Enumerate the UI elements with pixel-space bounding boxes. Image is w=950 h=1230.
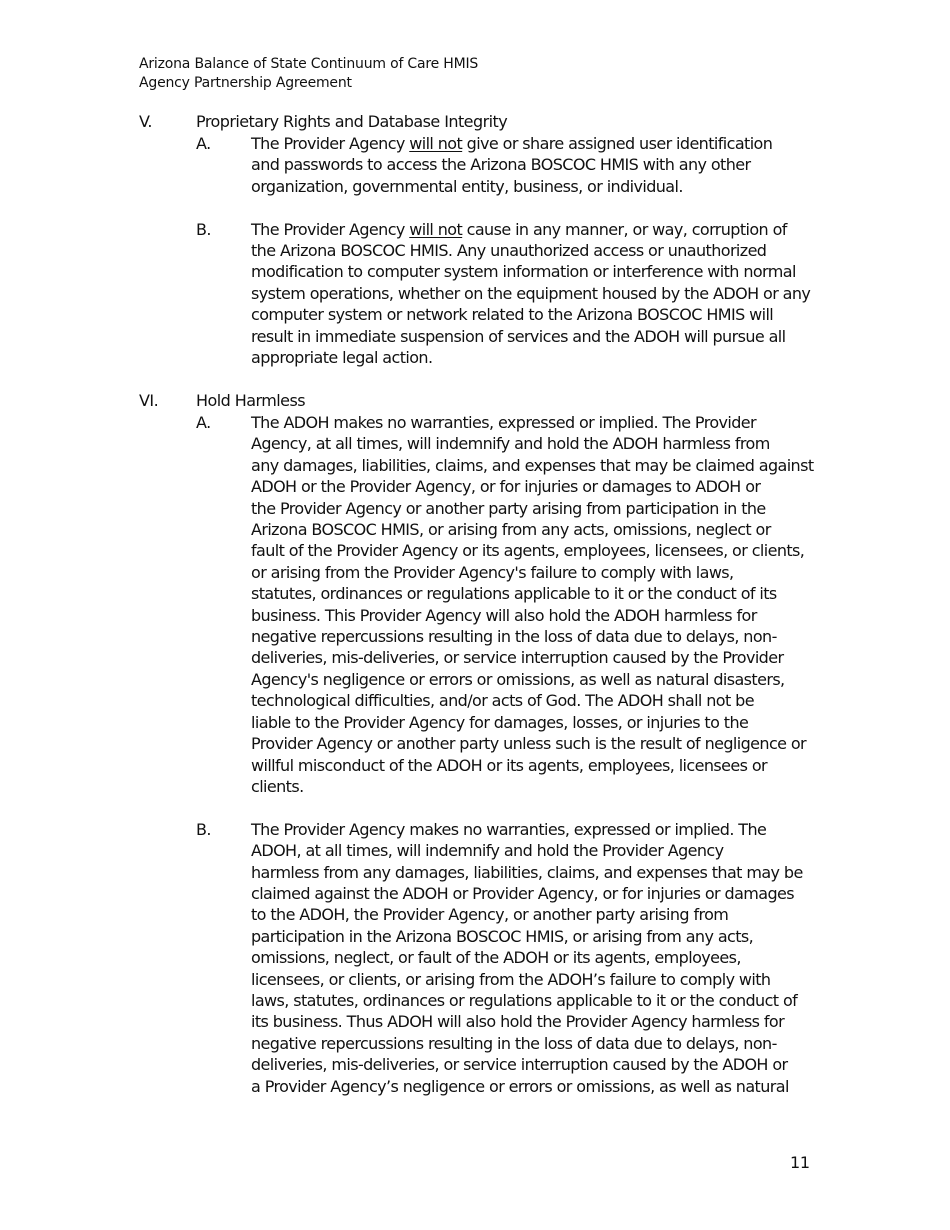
text-line: The ADOH makes no warranties, expressed or implied. The Provider — [251, 413, 757, 432]
text-line: negative repercussions resulting in the loss of data due to delays, non- — [251, 1033, 777, 1053]
text-line: organization, governmental entity, business, or individual. — [251, 176, 683, 196]
text-line: Provider Agency or another party unless such is the result of negligence or — [251, 734, 807, 754]
section-number: VI. — [139, 391, 159, 410]
text-line: ADOH, at all times, will indemnify and hold the Provider Agency — [251, 841, 724, 861]
clause-text — [251, 412, 831, 797]
text-fragment: cause in any manner, or way, corruption of — [462, 219, 787, 239]
section-heading — [139, 111, 819, 133]
document-header — [139, 55, 478, 93]
emphasis-underline: will not — [409, 219, 463, 239]
text-line: statutes, ordinances or regulations applicable to it or the conduct of its — [251, 584, 777, 604]
clause-letter: B. — [196, 219, 211, 239]
section-heading — [139, 390, 819, 412]
text-line — [251, 219, 831, 240]
text-line: Arizona BOSCOC HMIS, or arising from any acts, omissions, neglect or — [251, 520, 771, 540]
text-line: deliveries, mis-deliveries, or service interruption caused by the ADOH or — [251, 1055, 788, 1075]
text-line: licensees, or clients, or arising from the ADOH’s failure to comply with — [251, 969, 771, 989]
text-fragment: give or share assigned user identification — [462, 134, 773, 153]
text-line: clients. — [251, 776, 304, 796]
text-line: ADOH or the Provider Agency, or for injuries or damages to ADOH or — [251, 477, 761, 497]
text-line: liable to the Provider Agency for damages, losses, or injuries to the — [251, 712, 749, 732]
page-number: 11 — [790, 1153, 810, 1172]
section-proprietary-rights — [139, 111, 819, 368]
clause-letter: A. — [196, 134, 211, 153]
text-line: deliveries, mis-deliveries, or service interruption caused by the Provider — [251, 648, 784, 668]
text-line: the Provider Agency or another party arising from participation in the — [251, 498, 766, 518]
text-line: to the ADOH, the Provider Agency, or another party arising from — [251, 905, 729, 925]
text-line: claimed against the ADOH or Provider Agency, or for injuries or damages — [251, 883, 795, 903]
text-line — [251, 133, 831, 154]
clause-letter: B. — [196, 819, 211, 839]
text-line: appropriate legal action. — [251, 348, 433, 368]
text-line: computer system or network related to the Arizona BOSCOC HMIS will — [251, 305, 774, 325]
clause-text — [251, 133, 831, 197]
text-line: its business. Thus ADOH will also hold the Provider Agency harmless for — [251, 1012, 785, 1032]
text-fragment: The Provider Agency — [251, 134, 410, 153]
text-line: system operations, whether on the equipment housed by the ADOH or any — [251, 283, 811, 303]
text-line: harmless from any damages, liabilities, claims, and expenses that may be — [251, 862, 803, 882]
clause-vi-b — [139, 819, 819, 1097]
clause-text — [251, 819, 831, 1097]
text-line: fault of the Provider Agency or its agents, employees, licensees, or clients, — [251, 541, 805, 561]
clause-vi-a — [139, 412, 819, 797]
text-line: participation in the Arizona BOSCOC HMIS, or arising from any acts, — [251, 926, 754, 946]
text-line: business. This Provider Agency will also hold the ADOH harmless for — [251, 605, 757, 625]
text-line: willful misconduct of the ADOH or its agents, employees, licensees or — [251, 755, 767, 775]
clause-v-b — [139, 219, 819, 369]
section-number: V. — [139, 112, 152, 131]
text-line: Agency, at all times, will indemnify and hold the ADOH harmless from — [251, 434, 770, 454]
text-line: or arising from the Provider Agency's failure to comply with laws, — [251, 562, 734, 582]
text-line: any damages, liabilities, claims, and expenses that may be claimed against — [251, 455, 814, 475]
clause-letter: A. — [196, 413, 211, 432]
header-subtitle: Agency Partnership Agreement — [139, 75, 352, 91]
text-fragment: The Provider Agency — [251, 219, 410, 239]
text-line: Agency's negligence or errors or omissions, as well as natural disasters, — [251, 669, 785, 689]
header-title: Arizona Balance of State Continuum of Care HMIS — [139, 56, 479, 72]
text-line: laws, statutes, ordinances or regulations applicable to it or the conduct of — [251, 990, 798, 1010]
text-line: technological difficulties, and/or acts of God. The ADOH shall not be — [251, 691, 754, 711]
text-line: a Provider Agency’s negligence or errors or omissions, as well as natural — [251, 1076, 789, 1096]
section-title: Proprietary Rights and Database Integrity — [196, 112, 508, 131]
clause-text — [251, 219, 831, 369]
text-line: result in immediate suspension of services and the ADOH will pursue all — [251, 326, 786, 346]
emphasis-underline: will not — [409, 134, 463, 153]
section-hold-harmless — [139, 390, 819, 1097]
text-line: negative repercussions resulting in the loss of data due to delays, non- — [251, 627, 777, 647]
section-title: Hold Harmless — [196, 391, 306, 410]
clause-v-a — [139, 133, 819, 197]
text-line: modification to computer system information or interference with normal — [251, 262, 796, 282]
text-line: omissions, neglect, or fault of the ADOH or its agents, employees, — [251, 948, 741, 968]
text-line: and passwords to access the Arizona BOSCOC HMIS with any other — [251, 155, 751, 175]
text-line: The Provider Agency makes no warranties, expressed or implied. The — [251, 819, 767, 839]
text-line: the Arizona BOSCOC HMIS. Any unauthorized access or unauthorized — [251, 241, 767, 261]
